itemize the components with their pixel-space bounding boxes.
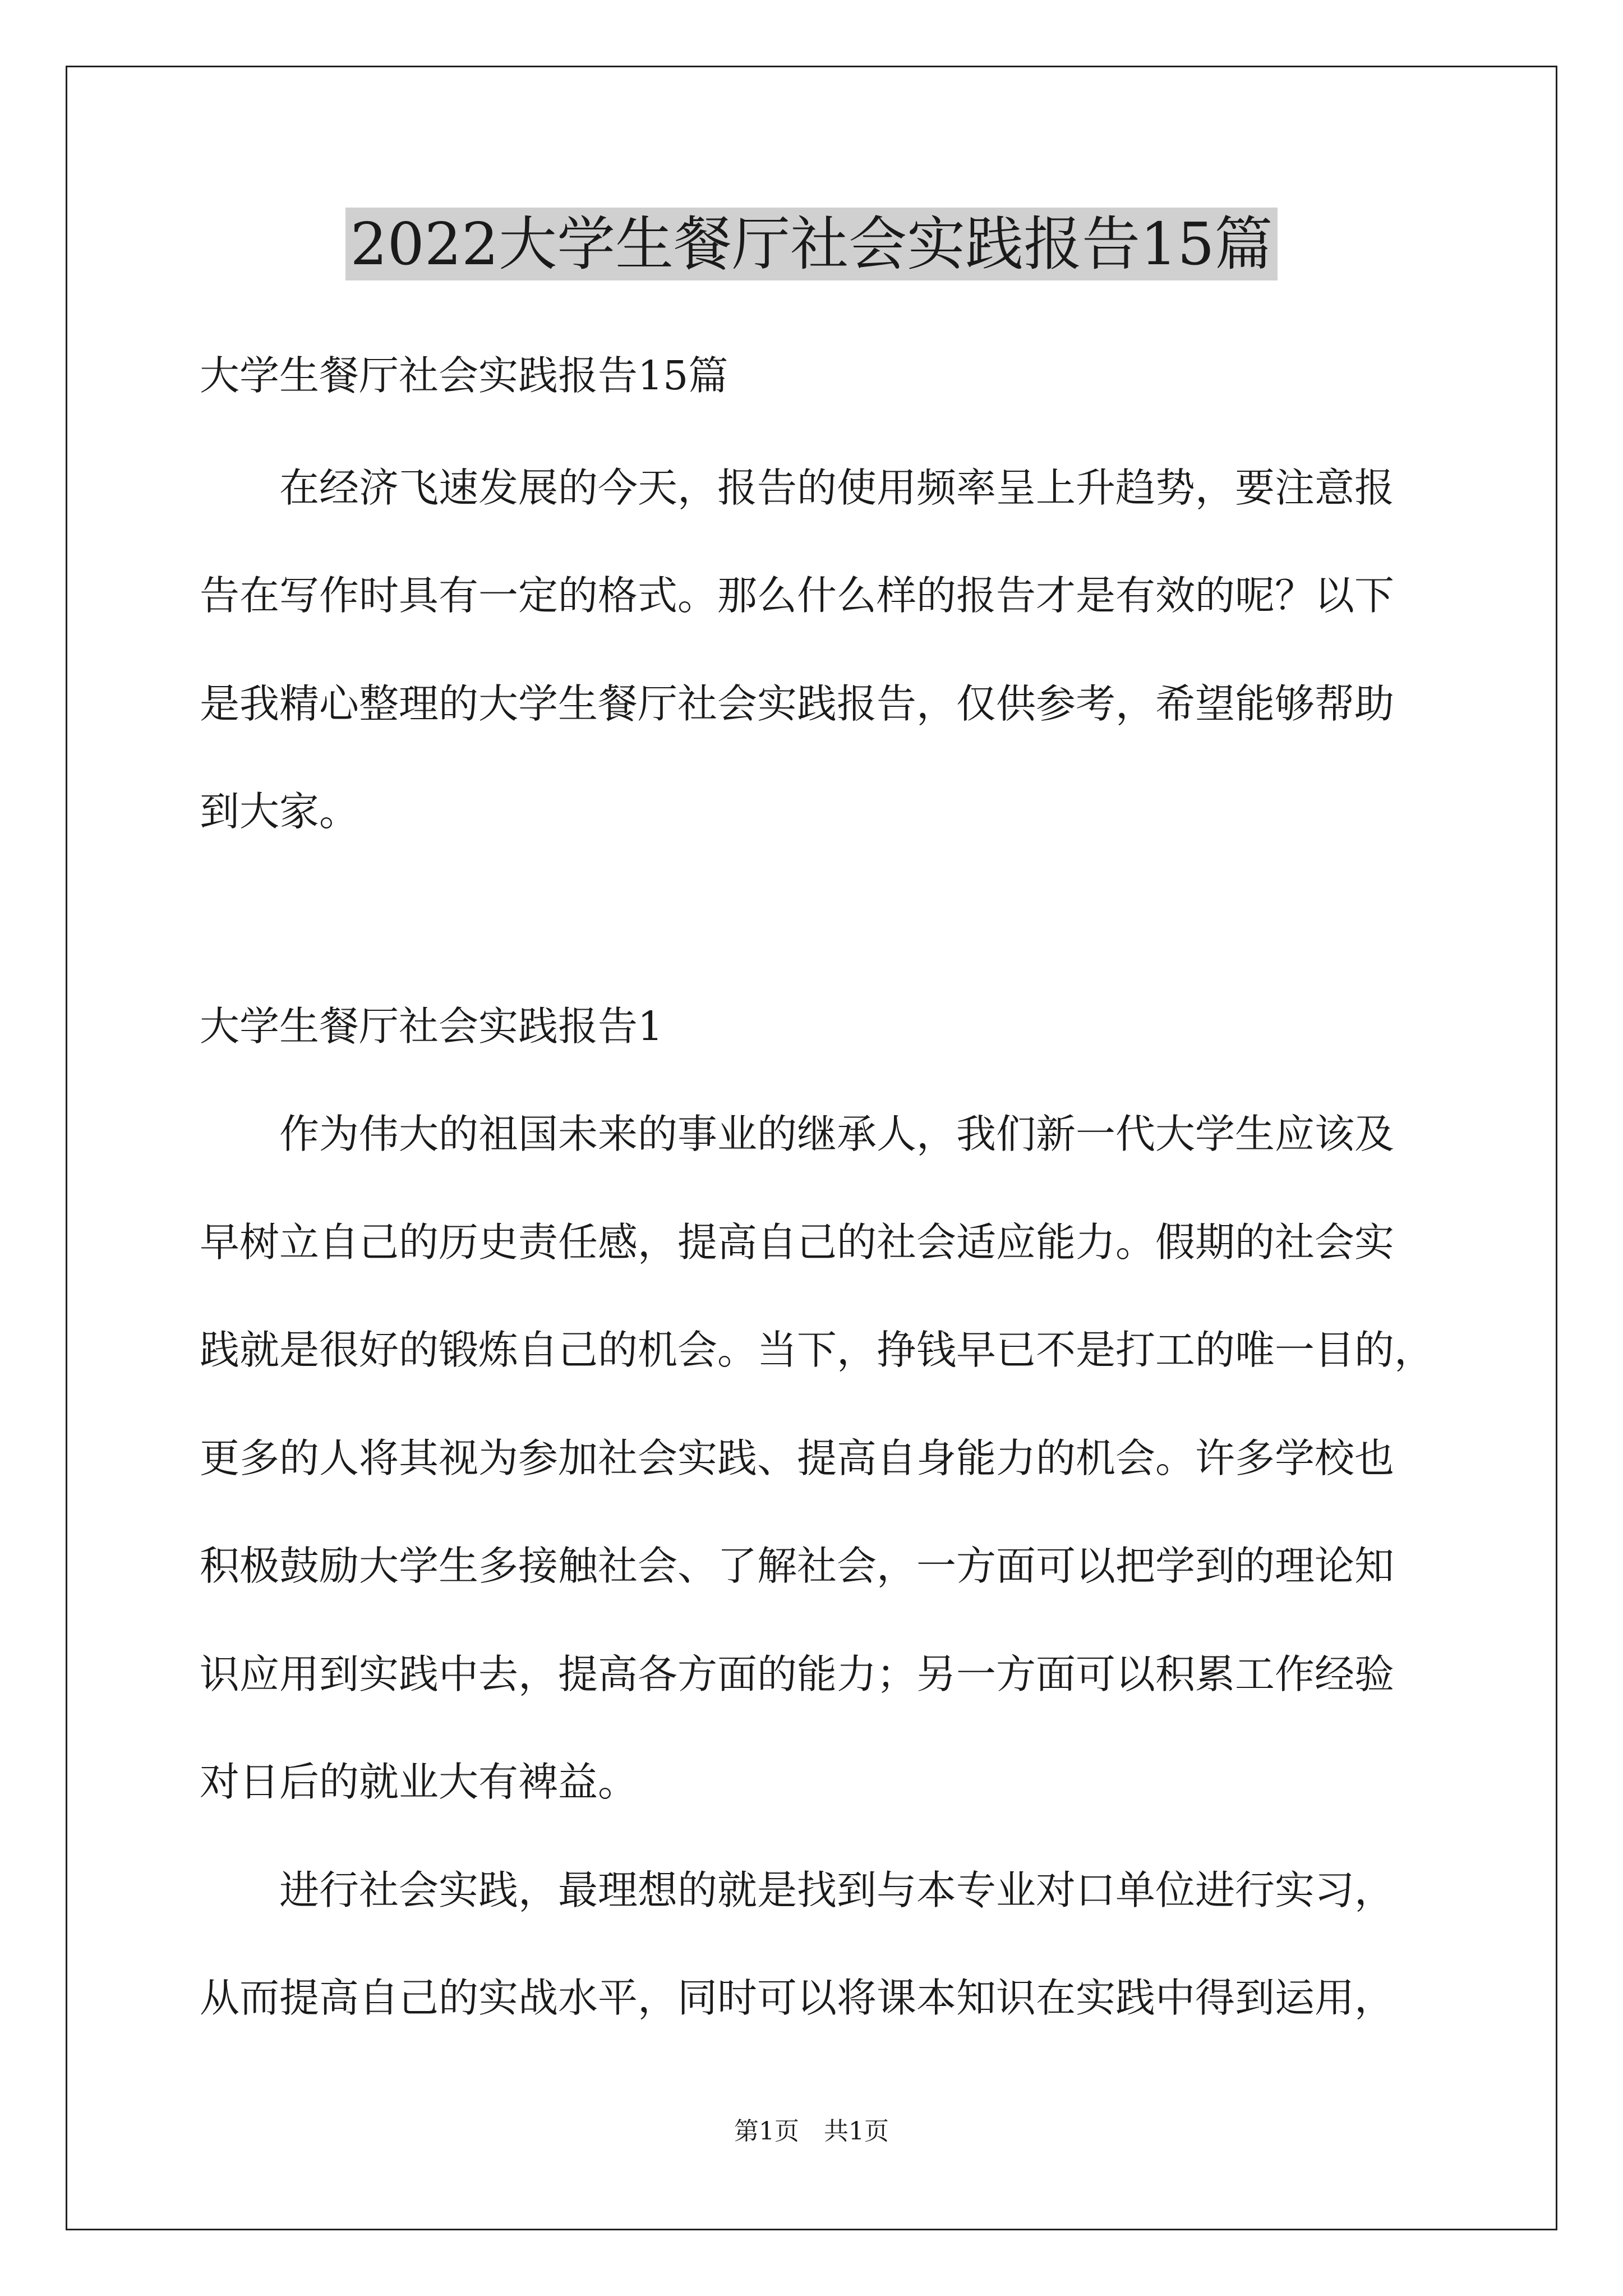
document-title	[0, 205, 1623, 283]
paragraph-line: 到大家。	[200, 788, 359, 835]
paragraph-line: 更多的人将其视为参加社会实践、提高自身能力的机会。许多学校也	[200, 1435, 1395, 1481]
paragraph-line: 进行社会实践，最理想的就是找到与本专业对口单位进行实习，	[200, 1867, 1395, 1913]
paragraph-line: 践就是很好的锻炼自己的机会。当下，挣钱早已不是打工的唯一目的，	[200, 1327, 1435, 1373]
paragraph-line: 作为伟大的祖国未来的事业的继承人，我们新一代大学生应该及	[200, 1111, 1395, 1157]
document-title-text: 2022大学生餐厅社会实践报告15篇	[345, 208, 1277, 280]
paragraph-line: 是我精心整理的大学生餐厅社会实践报告，仅供参考，希望能够帮助	[200, 680, 1395, 727]
paragraph-line: 告在写作时具有一定的格式。那么什么样的报告才是有效的呢？以下	[200, 572, 1395, 619]
subtitle: 大学生餐厅社会实践报告15篇	[200, 352, 728, 399]
page-footer: 第1页 共1页	[734, 2117, 889, 2146]
paragraph-line: 对日后的就业大有裨益。	[200, 1759, 638, 1805]
paragraph-line: 积极鼓励大学生多接触社会、了解社会，一方面可以把学到的理论知	[200, 1543, 1395, 1589]
section-heading: 大学生餐厅社会实践报告1	[200, 1003, 663, 1050]
paragraph-line: 在经济飞速发展的今天，报告的使用频率呈上升趋势，要注意报	[200, 464, 1395, 511]
paragraph-line: 早树立自己的历史责任感，提高自己的社会适应能力。假期的社会实	[200, 1219, 1395, 1266]
paragraph-line: 识应用到实践中去，提高各方面的能力；另一方面可以积累工作经验	[200, 1651, 1395, 1697]
paragraph-line: 从而提高自己的实战水平，同时可以将课本知识在实践中得到运用，	[200, 1975, 1395, 2021]
